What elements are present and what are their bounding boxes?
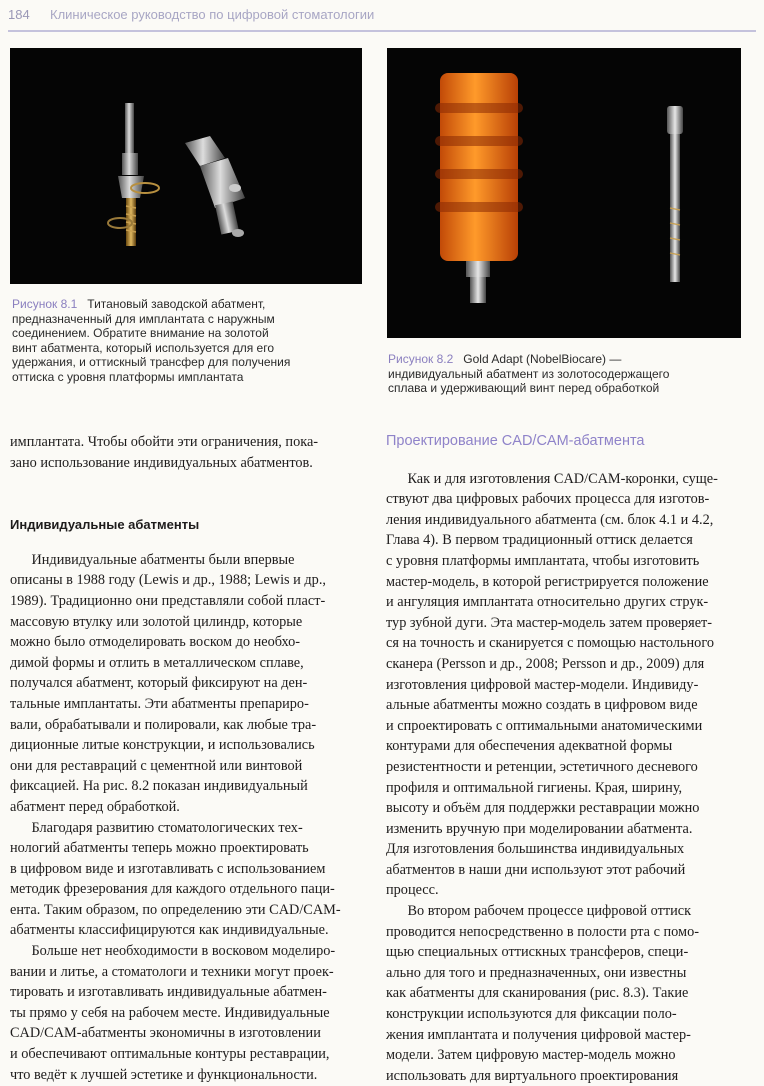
caption-line: Титановый заводской абатмент, <box>87 297 266 311</box>
text-line: в цифровом виде и изготавливать с использованием <box>10 860 326 877</box>
text-line: альные абатменты можно создать в цифровом виде <box>386 697 698 714</box>
paragraph <box>10 941 370 1085</box>
text-line: модели. Затем цифровую мастер-модель можно <box>386 1047 676 1064</box>
caption-line: Gold Adapt (NobelBiocare) — <box>463 352 622 366</box>
text-line: ально для того и предназначенных, они известны <box>386 964 687 981</box>
text-line: и обеспечивают оптимальные контуры реставрации, <box>10 1046 330 1063</box>
figure-8-1-caption <box>12 297 364 385</box>
text-line: резистентности и ретенции, эстетичного десневого <box>386 758 698 775</box>
left-column <box>10 432 370 1085</box>
right-column <box>386 431 744 1086</box>
text-line: Для изготовления большинства индивидуальных <box>386 841 685 858</box>
text-line: Индивидуальные абатменты были впервые <box>10 551 295 568</box>
paragraph <box>386 901 744 1086</box>
text-line: Благодаря развитию стоматологических тех- <box>10 819 303 836</box>
abutment-illustration <box>10 48 362 284</box>
figure-8-2-caption <box>388 352 748 396</box>
text-line: имплантата. Чтобы обойти эти ограничения, пока- <box>10 434 319 450</box>
section-heading: Индивидуальные абатменты <box>10 517 200 533</box>
text-line: ты прямо у себя на рабочем месте. Индивидуальные <box>10 1004 330 1021</box>
text-line: жения имплантата и получения цифровой мастер- <box>386 1026 691 1043</box>
intro-paragraph <box>10 432 370 473</box>
text-line: контурами для обеспечения адекватной формы <box>386 738 673 755</box>
text-line: Как и для изготовления CAD/CAM-коронки, суще- <box>386 470 718 487</box>
caption-line: соединением. Обратите внимание на золотой <box>12 326 269 341</box>
text-line: диционные литые конструкции, и использовались <box>10 737 315 754</box>
text-line: щью специальных оттискных трансферов, специ- <box>386 944 689 961</box>
text-line: абатментов в наши дни используют этот рабочий <box>386 861 686 878</box>
text-line: они для реставраций с цементной или винтовой <box>10 757 303 774</box>
caption-line: удержания, и оттискный трансфер для получения <box>12 355 291 370</box>
text-line: димой формы и отлить в металлическом сплаве, <box>10 654 304 671</box>
text-line: можно было отмоделировать воском до необхо- <box>10 634 301 651</box>
caption-line: оттиска с уровня платформы имплантата <box>12 369 244 384</box>
text-line: и спроектировать с оптимальными анатомическими <box>386 717 703 734</box>
section-heading: Проектирование CAD/CAM-абатмента <box>386 433 645 449</box>
text-line: ствуют два цифровых рабочих процесса для изготов- <box>386 491 710 508</box>
text-line: 1989). Традиционно они представляли собой пласт- <box>10 592 326 609</box>
text-line: и ангуляция имплантата относительно других струк- <box>386 594 709 611</box>
text-line: методик фрезерования для каждого отдельного паци- <box>10 881 335 898</box>
text-line: тировать и изготавливать индивидуальные абатмен- <box>10 984 327 1001</box>
figure-label: Рисунок 8.2 <box>388 352 454 366</box>
text-line: нологий абатменты теперь можно проектировать <box>10 840 309 857</box>
caption-line: индивидуальный абатмент из золотосодержащего <box>388 366 670 381</box>
text-line: сканера (Persson и др., 2008; Persson и др., 2009) для <box>386 655 705 672</box>
caption-line: сплава и удерживающий винт перед обработкой <box>388 381 660 396</box>
text-line: ления индивидуального абатмента (см. блок 4.1 и 4.2, <box>386 511 714 528</box>
text-line: абатмент перед обработкой. <box>10 798 180 815</box>
text-line: с уровня платформы имплантата, чтобы изготовить <box>386 552 700 569</box>
text-line: описаны в 1988 году (Lewis и др., 1988; Lewis и др., <box>10 572 326 589</box>
text-line: тальные имплантаты. Эти абатменты препариро- <box>10 695 309 712</box>
text-line: вании и литье, а стоматологи и техники могут проек- <box>10 963 334 980</box>
page-header <box>0 0 764 40</box>
text-line: ента. Таким образом, по определению эти CAD/CAM- <box>10 901 341 918</box>
gold-adapt-illustration <box>387 48 741 338</box>
text-line: вали, обрабатывали и полировали, как любые тра- <box>10 716 317 733</box>
caption-line: предназначенный для имплантата с наружным <box>12 311 275 326</box>
text-line: изменить вручную при моделировании абатмента. <box>386 820 693 837</box>
figure-8-1-photo <box>10 48 362 284</box>
text-line: использовать для виртуального проектирования <box>386 1067 679 1084</box>
header-rule <box>8 30 756 32</box>
text-line: зано использование индивидуальных абатментов. <box>10 454 313 471</box>
figure-label: Рисунок 8.1 <box>12 297 78 311</box>
paragraph <box>10 818 370 942</box>
text-line: мастер-модель, в которой регистрируется положение <box>386 573 709 590</box>
figure-8-2-photo <box>387 48 741 338</box>
text-line: конструкции используются для фиксации поло- <box>386 1006 677 1023</box>
text-line: профиля и оптимальной гигиены. Края, ширину, <box>386 779 683 796</box>
text-line: Во втором рабочем процессе цифровой оттиск <box>386 903 692 920</box>
text-line: Глава 4). В первом традиционный оттиск делается <box>386 532 693 549</box>
text-line: процесс. <box>386 882 439 899</box>
paragraph <box>10 550 370 818</box>
text-line: абатменты классифицируются как индивидуальные. <box>10 922 329 939</box>
text-line: проводится непосредственно в полости рта с помо- <box>386 923 699 940</box>
text-line: тур зубной дуги. Эта мастер-модель затем проверяет- <box>386 614 713 631</box>
paragraph <box>386 469 744 901</box>
text-line: как абатменты для сканирования (рис. 8.3). Такие <box>386 985 689 1002</box>
text-line: массовую втулку или золотой цилиндр, которые <box>10 613 303 630</box>
text-line: что ведёт к лучшей эстетике и функциональности. <box>10 1066 318 1083</box>
text-line: получался абатмент, который фиксируют на ден- <box>10 675 308 692</box>
caption-line: винт абатмента, который используется для его <box>12 340 274 355</box>
text-line: ся на точность и сканируется с помощью настольного <box>386 635 714 652</box>
running-title: Клиническое руководство по цифровой стоматологии <box>50 7 375 22</box>
page-number: 184 <box>8 7 30 22</box>
text-line: CAD/CAM-абатменты экономичны в изготовлении <box>10 1025 321 1042</box>
text-line: изготовления цифровой мастер-модели. Индивиду- <box>386 676 699 693</box>
text-line: высоту и объём для поддержки реставрации можно <box>386 800 700 817</box>
text-line: фиксацией. На рис. 8.2 показан индивидуальный <box>10 778 308 795</box>
text-line: Больше нет необходимости в восковом моделиро- <box>10 943 336 960</box>
